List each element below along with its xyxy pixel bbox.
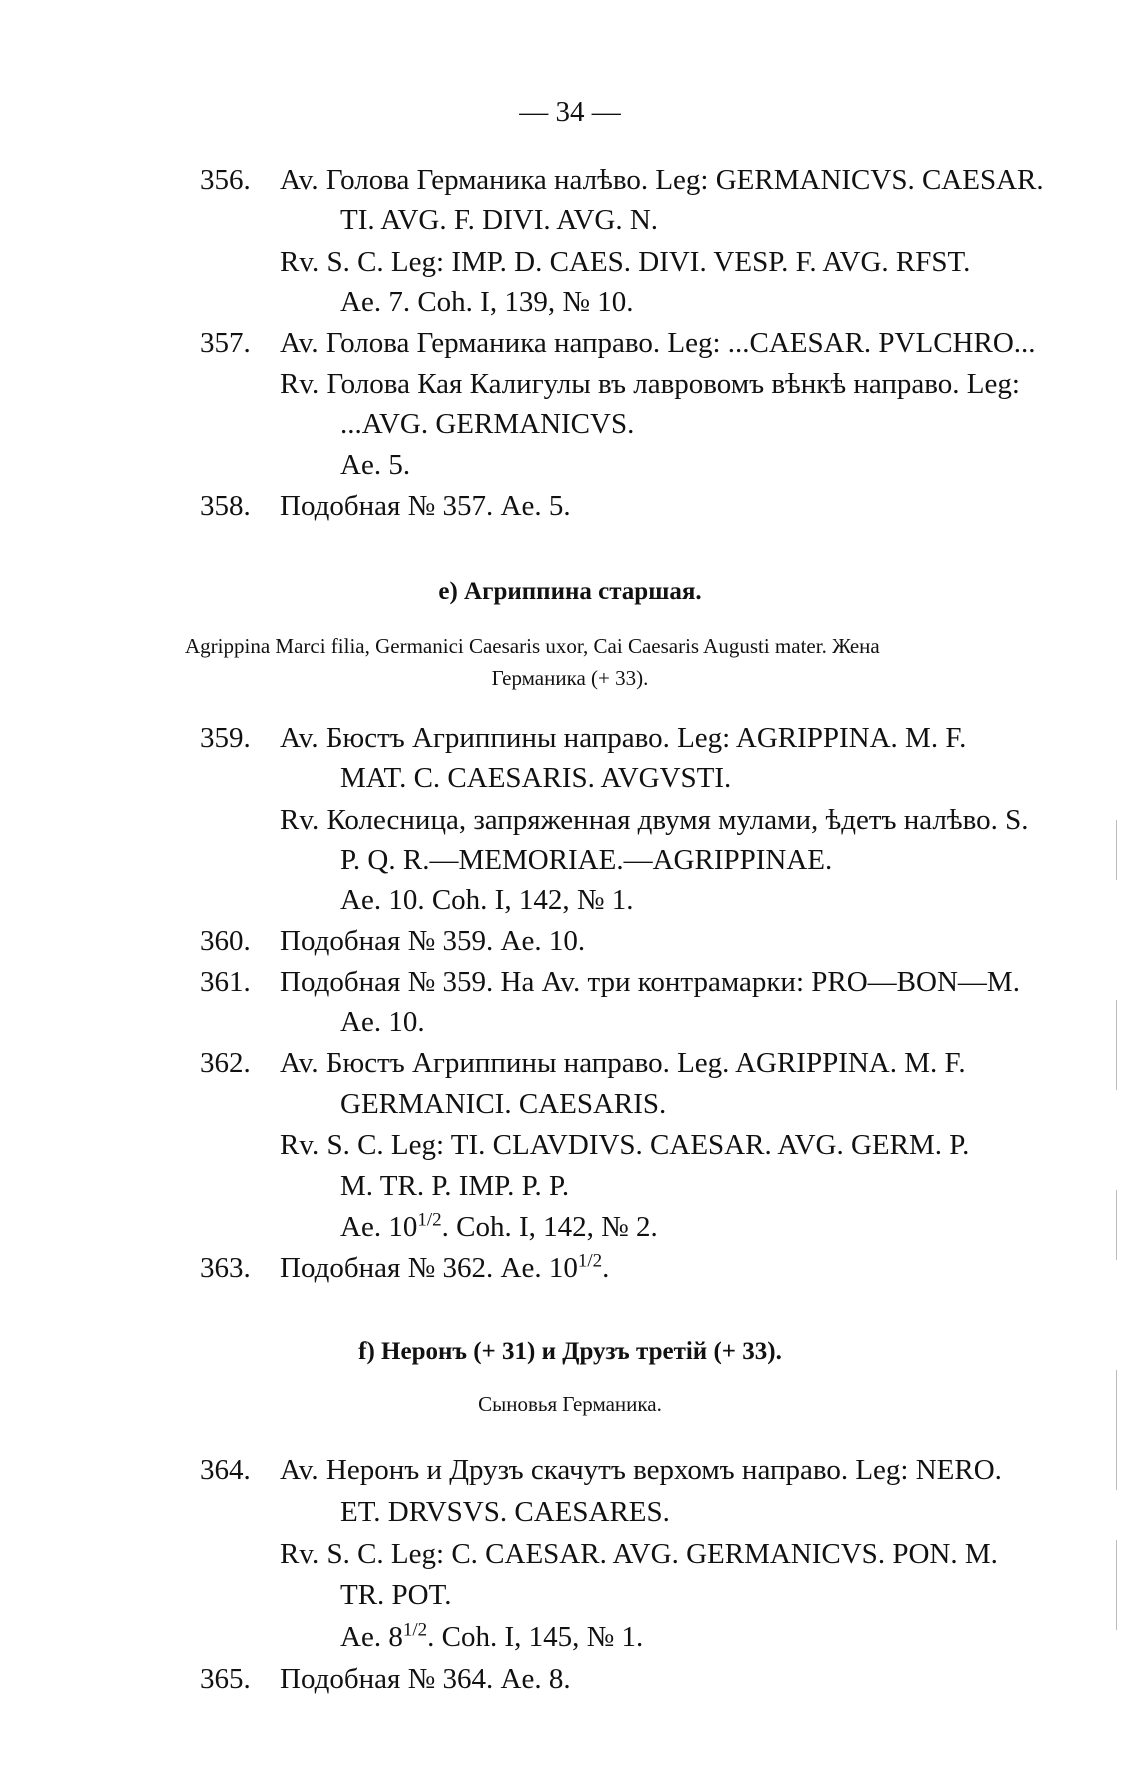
entry-357-av: 357. Av. Голова Германика направо. Leg: ...CAESAR. PVLCHRO...	[200, 327, 1036, 359]
scan-edge-mark	[1116, 1190, 1117, 1260]
entry-361-ref: Ae. 10.	[340, 1006, 425, 1038]
page-number: — 34 —	[519, 96, 621, 128]
entry-359-ref: Ae. 10. Coh. I, 142, № 1.	[340, 884, 634, 916]
entry-357-ref: Ae. 5.	[340, 449, 411, 481]
entry-365: 365. Подобная № 364. Ae. 8.	[200, 1663, 571, 1695]
entry-357-rv: Rv. Голова Кая Калигулы въ лавровомъ вѣнкѣ направо. Leg:	[280, 368, 1020, 400]
entry-359-rv-cont: P. Q. R.—MEMORIAE.—AGRIPPINAE.	[340, 844, 833, 876]
section-e-caption: Agrippina Marci filia, Germanici Caesaris uxor, Cai Caesaris Augusti mater. Жена	[185, 634, 880, 658]
entry-number: 358.	[200, 490, 251, 522]
section-f-title: f) Неронъ (+ 31) и Друзъ третій (+ 33).	[358, 1338, 782, 1365]
scan-edge-mark	[1116, 1540, 1117, 1630]
entry-number: 365.	[200, 1663, 251, 1695]
entry-number: 356.	[200, 164, 251, 196]
entry-363: 363. Подобная № 362. Ae. $10^{1/2}$.	[200, 1250, 610, 1284]
entry-number: 364.	[200, 1454, 251, 1486]
entry-359-rv: Rv. Колесница, запряженная двумя мулами, ѣдетъ налѣво. S.	[280, 804, 1029, 836]
entry-356-rv: Rv. S. C. Leg: IMP. D. CAES. DIVI. VESP. F. AVG. RFST.	[280, 246, 971, 278]
entry-number: 359.	[200, 722, 251, 754]
entry-358: 358. Подобная № 357. Ae. 5.	[200, 490, 571, 522]
entry-number: 357.	[200, 327, 251, 359]
entry-364-ref: Ae. $8^{1/2}$. Coh. I, 145, № 1.	[340, 1619, 644, 1653]
entry-356-av-cont: TI. AVG. F. DIVI. AVG. N.	[340, 204, 659, 236]
entry-362-rv: Rv. S. C. Leg: TI. CLAVDIVS. CAESAR. AVG. GERM. P.	[280, 1129, 970, 1161]
fraction: 1/2	[402, 1619, 428, 1641]
entry-362-ref: Ae. $10^{1/2}$. Coh. I, 142, № 2.	[340, 1209, 658, 1243]
entry-number: 362.	[200, 1047, 251, 1079]
scan-edge-mark	[1116, 1000, 1117, 1090]
entry-number: 361.	[200, 966, 251, 998]
fraction: 1/2	[577, 1250, 603, 1272]
entry-number: 363.	[200, 1252, 251, 1284]
entry-362-av-cont: GERMANICI. CAESARIS.	[340, 1088, 667, 1120]
entry-364-av-cont: ET. DRVSVS. CAESARES.	[340, 1496, 670, 1528]
section-f-subtitle: Сыновья Германика.	[478, 1392, 662, 1416]
section-e-title: e) Агриппина старшая.	[438, 578, 702, 605]
entry-357-rv-cont: ...AVG. GERMANICVS.	[340, 408, 635, 440]
entry-362-rv-cont: M. TR. P. IMP. P. P.	[340, 1170, 570, 1202]
entry-356-ref: Ae. 7. Coh. I, 139, № 10.	[340, 286, 634, 318]
entry-360: 360. Подобная № 359. Ae. 10.	[200, 925, 586, 957]
entry-361: 361. Подобная № 359. На Av. три контрамарки: PRO—BON—M.	[200, 966, 1020, 998]
entry-359-av: 359. Av. Бюстъ Агриппины направо. Leg: AGRIPPINA. M. F.	[200, 722, 967, 754]
entry-356-av: 356. Av. Голова Германика налѣво. Leg: GERMANICVS. CAESAR.	[200, 164, 1044, 196]
entry-362-av: 362. Av. Бюстъ Агриппины направо. Leg. AGRIPPINA. M. F.	[200, 1047, 966, 1079]
scan-edge-mark	[1116, 1370, 1117, 1490]
scan-edge-mark	[1116, 820, 1117, 880]
entry-364-av: 364. Av. Неронъ и Друзъ скачутъ верхомъ направо. Leg: NERO.	[200, 1454, 1002, 1486]
entry-364-rv: Rv. S. C. Leg: C. CAESAR. AVG. GERMANICVS. PON. M.	[280, 1538, 998, 1570]
entry-364-rv-cont: TR. POT.	[340, 1579, 452, 1611]
section-e-caption-cont: Германика (+ 33).	[491, 666, 649, 690]
entry-number: 360.	[200, 925, 251, 957]
fraction: 1/2	[417, 1209, 442, 1231]
entry-359-av-cont: MAT. C. CAESARIS. AVGVSTI.	[340, 762, 732, 794]
